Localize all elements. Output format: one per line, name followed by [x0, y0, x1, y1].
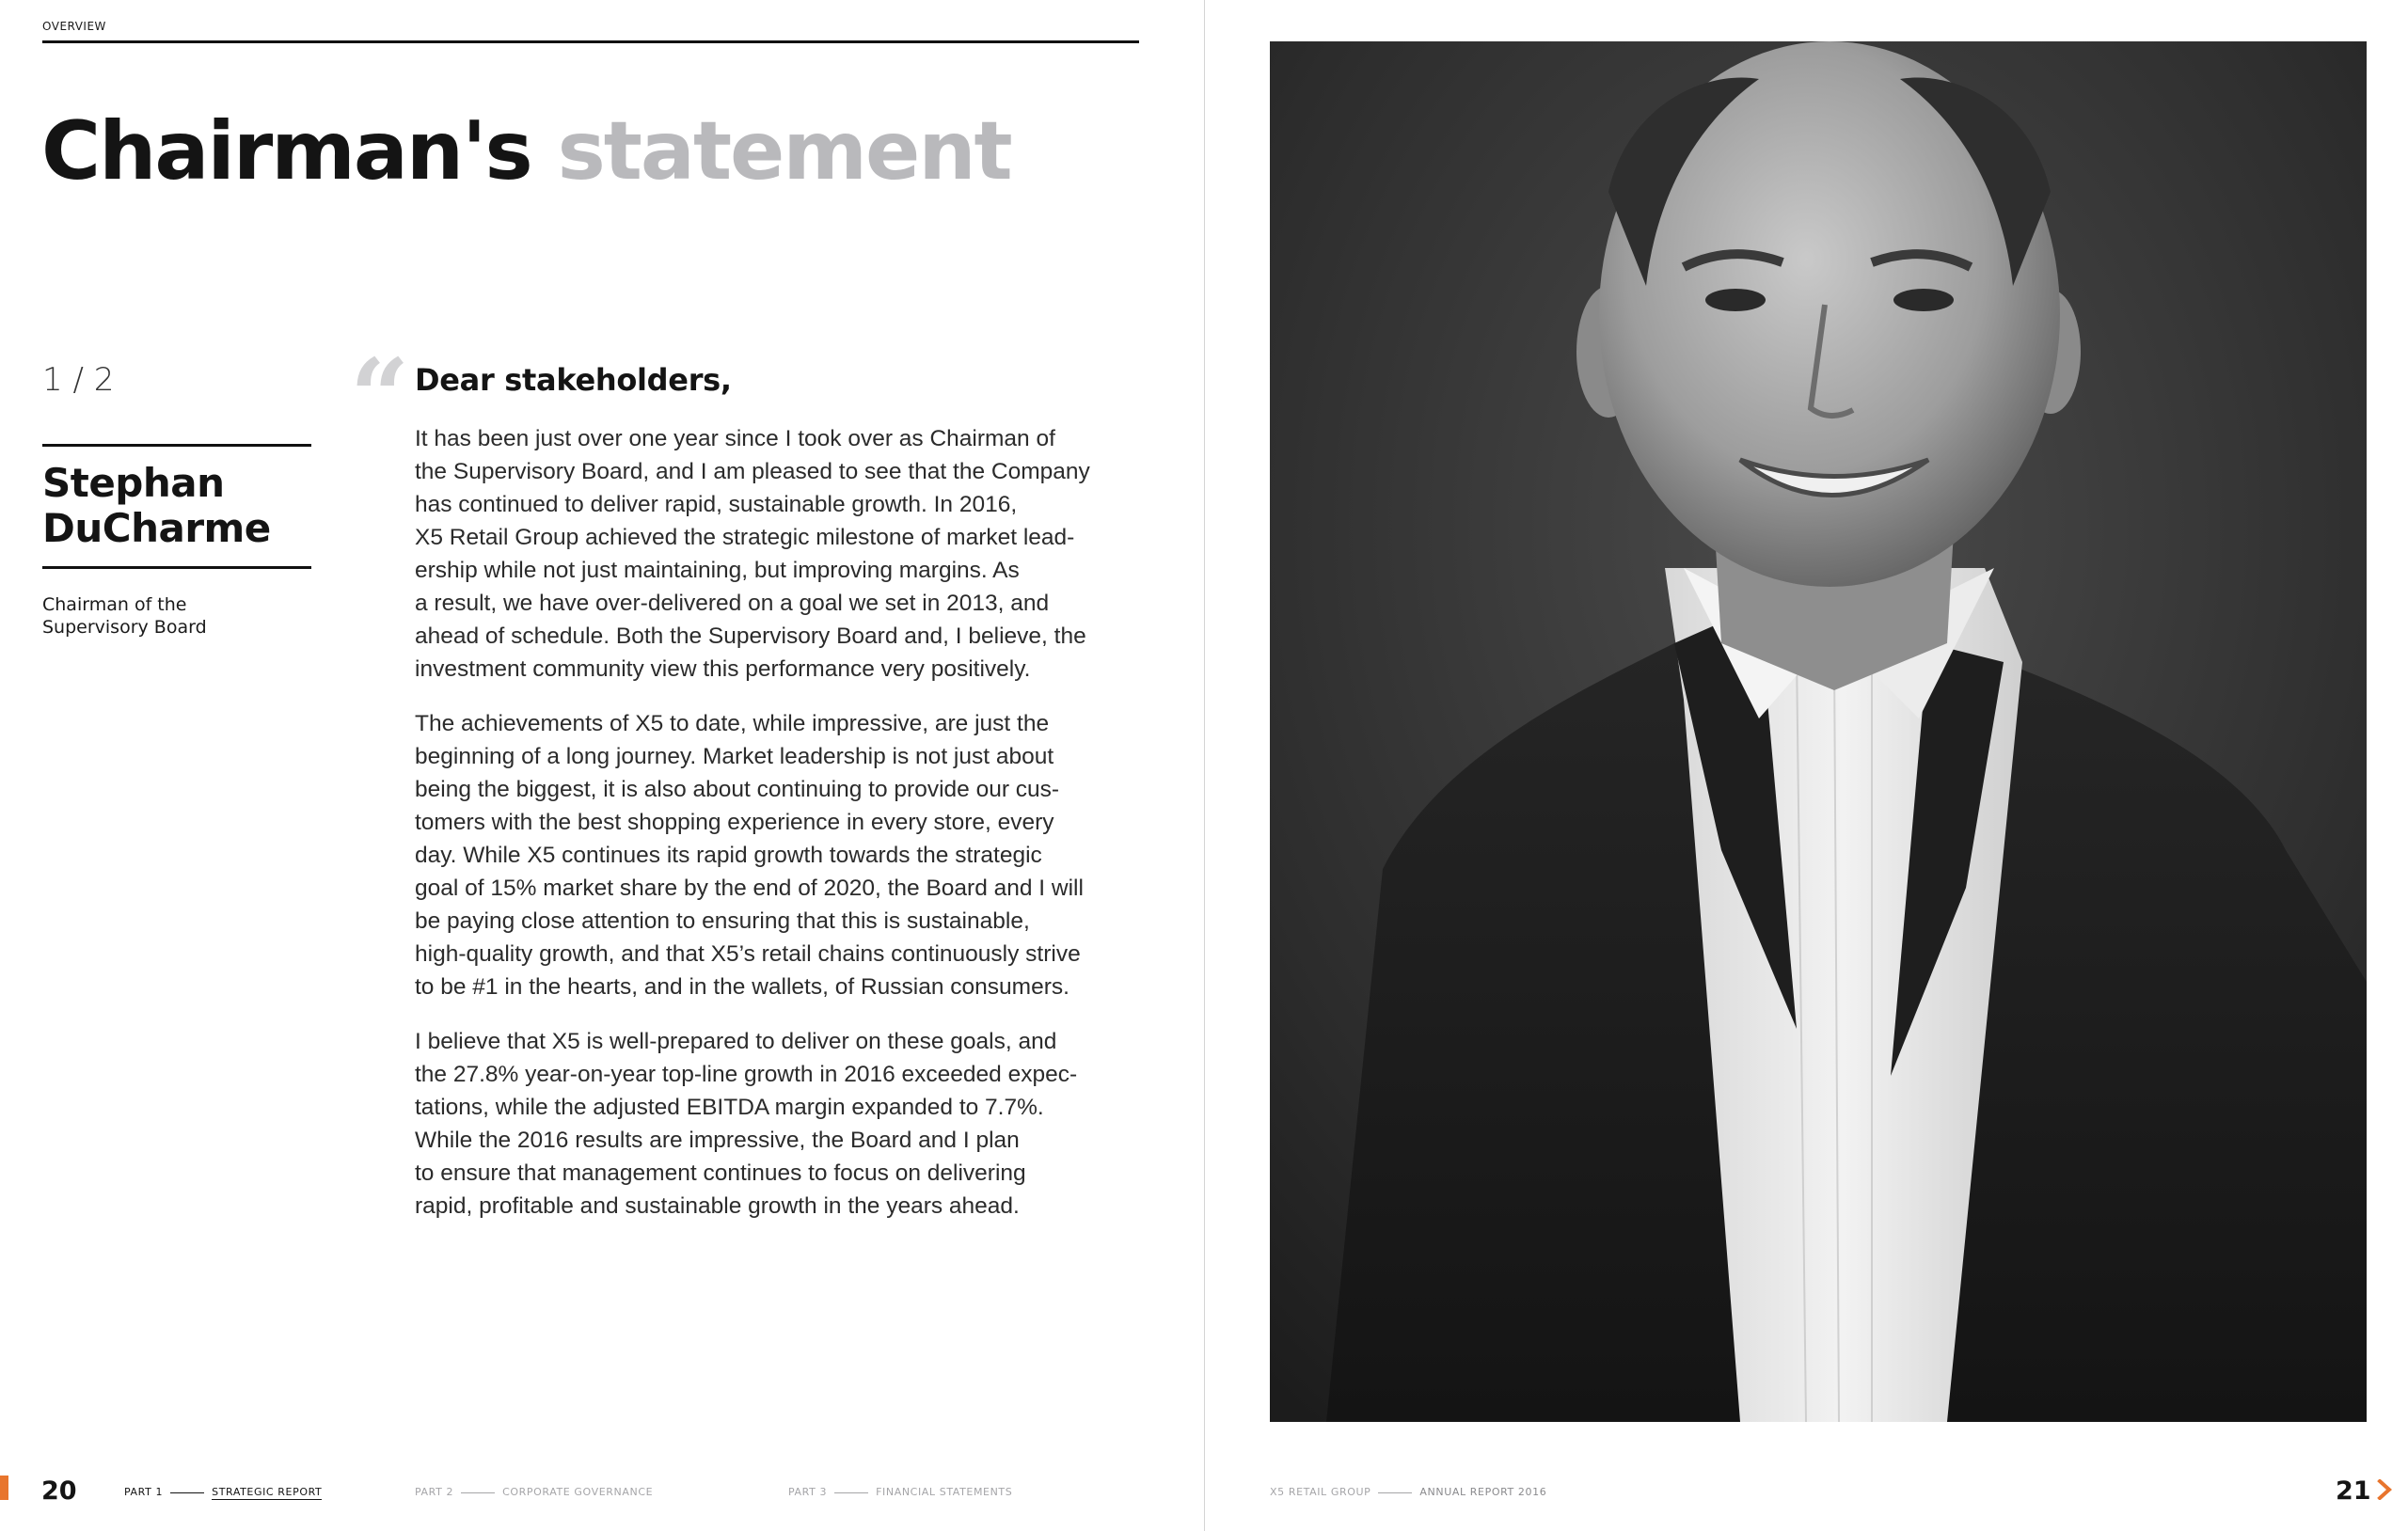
nav-part-title: FINANCIAL STATEMENTS — [876, 1486, 1013, 1498]
nav-dash — [1378, 1492, 1412, 1493]
nav-part-label: PART 2 — [415, 1486, 454, 1498]
quote-mark-icon: “ — [350, 336, 410, 457]
footer-nav-part3[interactable] — [788, 1486, 1012, 1498]
nav-part-label: PART 1 — [124, 1486, 164, 1498]
salutation: Dear stakeholders, — [415, 362, 732, 398]
paragraph: I believe that X5 is well-prepared to deliver on these goals, and the 27.8% year-on-year top-line growth in 2016 exceeded expec- tations, while the adjusted EBITDA margin expanded to 7.7%. While the 2016 results are impressive, the Board and I plan to ensure that management continues to focus on delivering rapid, profitable and sustainable growth in the years ahead. — [415, 1029, 1078, 1219]
nav-part-title: CORPORATE GOVERNANCE — [502, 1486, 654, 1498]
person-role: Chairman of the Supervisory Board — [42, 594, 207, 638]
section-marker — [0, 1476, 8, 1500]
footer-publisher — [1270, 1486, 1546, 1498]
nav-part-title: STRATEGIC REPORT — [212, 1486, 323, 1498]
publisher-name: X5 RETAIL GROUP — [1270, 1486, 1371, 1498]
chevron-right-icon[interactable] — [2374, 1479, 2395, 1500]
portrait-illustration — [1270, 41, 2367, 1422]
page-title — [41, 104, 1011, 198]
title-primary: Chairman's — [41, 104, 531, 198]
paragraph: The achievements of X5 to date, while impressive, are just the beginning of a long journey. Market leadership is not just about being the biggest, it is also about continuing to provide our cus- tomers with the best shopping experience in every store, every day. While X5 continues its rapid growth towards the strategic goal of 15% market share by the end of 2020, the Board and I will be paying close attention to ensuring that this is sustainable, high-quality growth, and that X5’s retail chains continuously strive to be #1 in the hearts, and in the wallets, of Russian consumers. — [415, 711, 1084, 1000]
title-secondary: statement — [557, 104, 1011, 198]
portrait-photo — [1270, 41, 2367, 1422]
name-rule-top — [42, 444, 311, 447]
nav-dash — [834, 1492, 868, 1493]
name-rule-bottom — [42, 566, 311, 569]
page-number-left: 20 — [41, 1476, 77, 1506]
nav-dash — [461, 1492, 495, 1493]
footer — [0, 1467, 2408, 1505]
footer-nav-part2[interactable] — [415, 1486, 653, 1498]
paragraph: It has been just over one year since I took over as Chairman of the Supervisory Board, and I am pleased to see that the Company has continued to deliver rapid, sustainable growth. In 2016, X5 Retail Group achieved the strategic milestone of market lead- ership while not just maintaining, but improving margins. As a result, we have over-delivered on a goal we set in 2013, and ahead of schedule. Both the Supervisory Board and, I believe, the investment community view this performance very positively. — [415, 426, 1090, 682]
section-label: OVERVIEW — [42, 20, 106, 33]
nav-part-label: PART 3 — [788, 1486, 828, 1498]
report-name: ANNUAL REPORT 2016 — [1419, 1486, 1547, 1498]
page-number-right: 21 — [2336, 1476, 2371, 1506]
person-name: Stephan DuCharme — [42, 460, 271, 551]
header-rule — [42, 40, 1139, 43]
letter-body — [415, 422, 1130, 1244]
footer-nav-part1[interactable] — [124, 1486, 322, 1498]
nav-dash — [170, 1492, 204, 1493]
page-counter: 1 / 2 — [42, 361, 115, 399]
